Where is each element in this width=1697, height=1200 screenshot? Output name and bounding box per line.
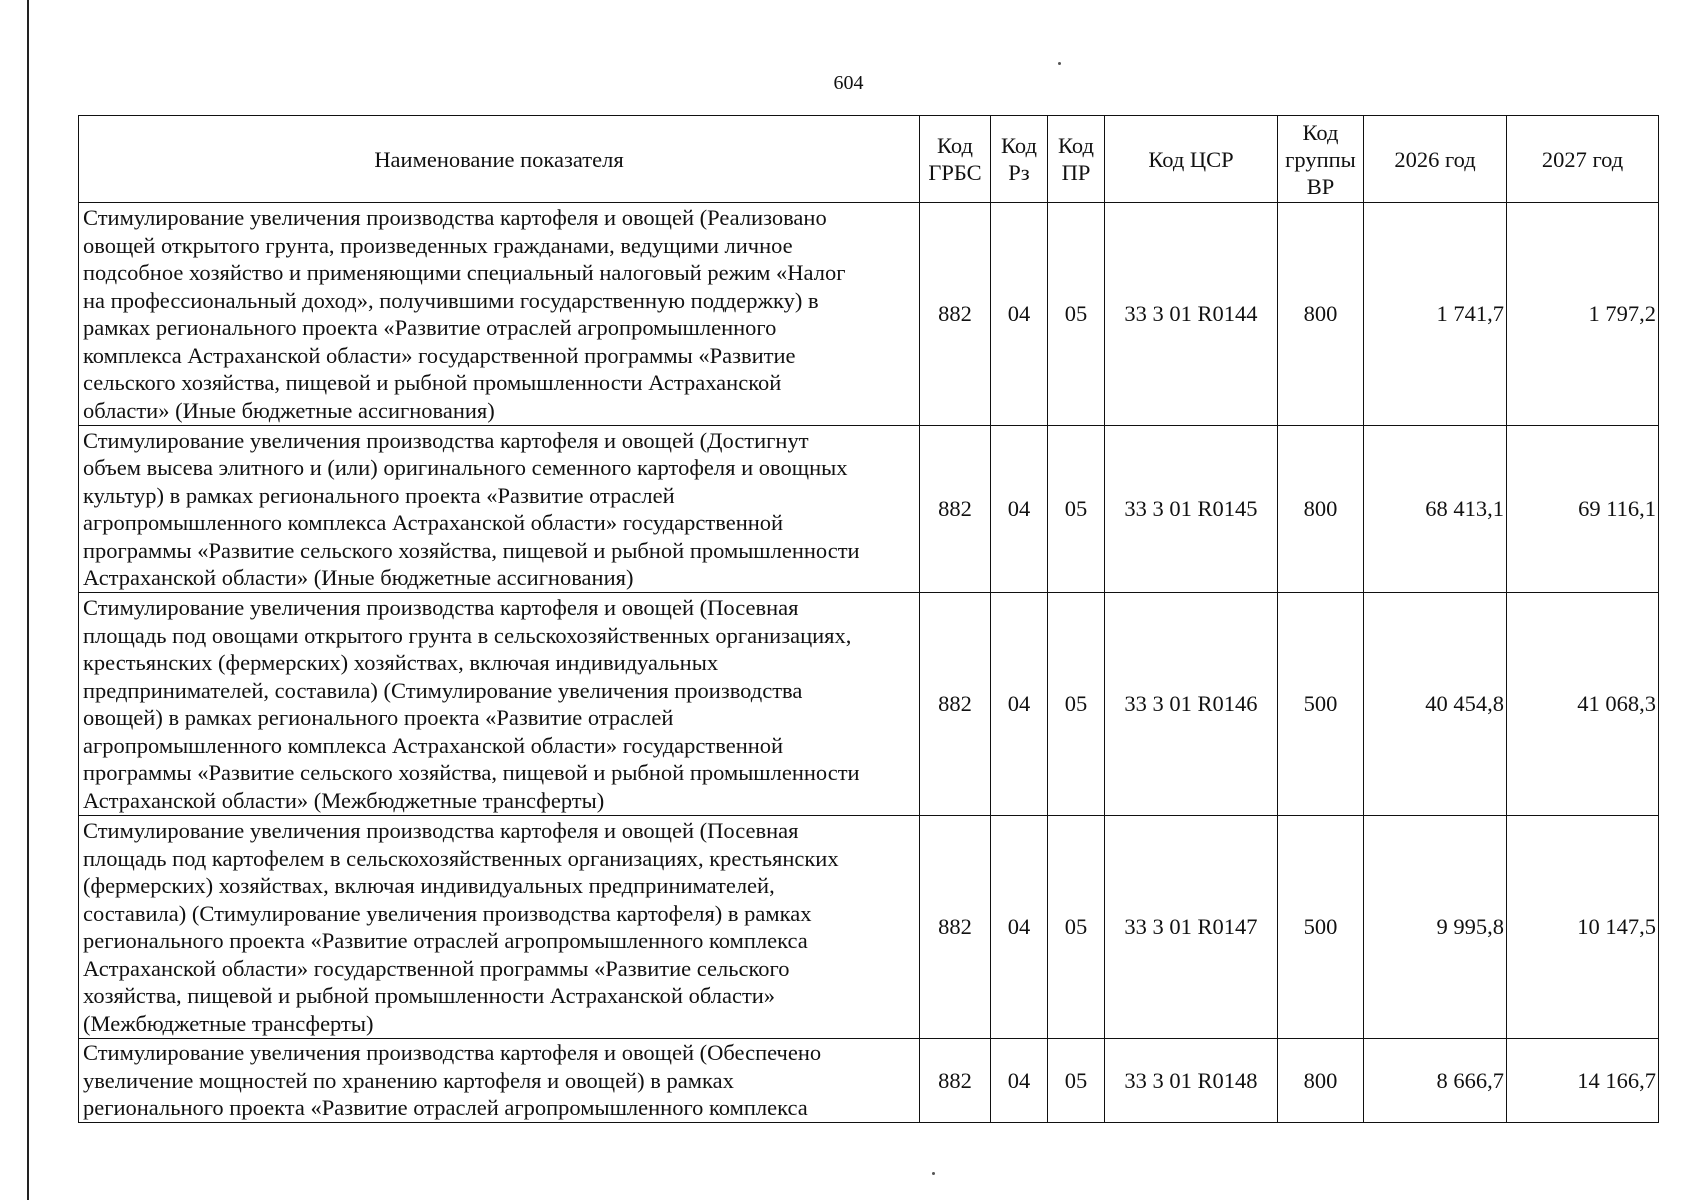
row-name-cell: Стимулирование увеличения производства картофеля и овощей (Достигнут объем высева элитного и (или) оригинального семенного картофеля и овощных культур) в рамках регионального проекта «Развитие отраслей агропромышленного комплекса Астраханской области» государственной программы «Развитие сельского хозяйства, пищевой и рыбной промышленности Астраханской области» (Иные бюджетные ассигнования) — [79, 426, 920, 593]
row-year-2026-cell: 9 995,8 — [1364, 816, 1507, 1039]
row-year-2027-cell: 69 116,1 — [1507, 426, 1659, 593]
budget-table — [78, 115, 1659, 1123]
row-pr-cell: 05 — [1048, 1039, 1105, 1123]
row-pr-cell: 05 — [1048, 593, 1105, 816]
header-name: Наименование показателя — [79, 116, 920, 203]
row-vr-cell: 800 — [1278, 426, 1364, 593]
row-csr-cell: 33 3 01 R0144 — [1105, 203, 1278, 426]
header-year-2027: 2027 год — [1507, 116, 1659, 203]
row-year-2026-cell: 1 741,7 — [1364, 203, 1507, 426]
row-year-2026-cell: 8 666,7 — [1364, 1039, 1507, 1123]
table-row — [79, 203, 1659, 426]
row-csr-cell: 33 3 01 R0146 — [1105, 593, 1278, 816]
row-vr-cell: 500 — [1278, 816, 1364, 1039]
row-year-2027-cell: 10 147,5 — [1507, 816, 1659, 1039]
row-vr-cell: 500 — [1278, 593, 1364, 816]
row-year-2026-cell: 40 454,8 — [1364, 593, 1507, 816]
row-pr-cell: 05 — [1048, 203, 1105, 426]
row-grbs-cell: 882 — [920, 816, 991, 1039]
row-name-cell: Стимулирование увеличения производства картофеля и овощей (Обеспечено увеличение мощностей по хранению картофеля и овощей) в рамках регионального проекта «Развитие отраслей агропромышленного комплекса — [79, 1039, 920, 1123]
row-csr-cell: 33 3 01 R0148 — [1105, 1039, 1278, 1123]
row-rz-cell: 04 — [991, 203, 1048, 426]
header-csr: Код ЦСР — [1105, 116, 1278, 203]
scan-speck — [1058, 62, 1061, 65]
row-csr-cell: 33 3 01 R0145 — [1105, 426, 1278, 593]
row-grbs-cell: 882 — [920, 593, 991, 816]
header-rz: Код Рз — [991, 116, 1048, 203]
page-number: 604 — [833, 72, 864, 94]
row-pr-cell: 05 — [1048, 426, 1105, 593]
table-header-row — [79, 116, 1659, 203]
row-vr-cell: 800 — [1278, 1039, 1364, 1123]
row-rz-cell: 04 — [991, 1039, 1048, 1123]
row-rz-cell: 04 — [991, 593, 1048, 816]
header-grbs: Код ГРБС — [920, 116, 991, 203]
header-vr: Код группы ВР — [1278, 116, 1364, 203]
row-year-2027-cell: 41 068,3 — [1507, 593, 1659, 816]
row-name-cell: Стимулирование увеличения производства картофеля и овощей (Реализовано овощей открытого грунта, произведенных гражданами, ведущими личное подсобное хозяйство и применяющими специальный налоговый режим «Налог на профессиональный доход», получившими государственную поддержку) в рамках регионального проекта «Развитие отраслей агропромышленного комплекса Астраханской области» государственной программы «Развитие сельского хозяйства, пищевой и рыбной промышленности Астраханской области» (Иные бюджетные ассигнования) — [79, 203, 920, 426]
row-vr-cell: 800 — [1278, 203, 1364, 426]
row-year-2027-cell: 1 797,2 — [1507, 203, 1659, 426]
row-grbs-cell: 882 — [920, 1039, 991, 1123]
row-csr-cell: 33 3 01 R0147 — [1105, 816, 1278, 1039]
page-binding-line — [27, 0, 29, 1200]
header-pr: Код ПР — [1048, 116, 1105, 203]
row-rz-cell: 04 — [991, 426, 1048, 593]
row-name-cell: Стимулирование увеличения производства картофеля и овощей (Посевная площадь под картофелем в сельскохозяйственных организациях, крестьянских (фермерских) хозяйствах, включая индивидуальных предпринимателей, составила) (Стимулирование увеличения производства картофеля) в рамках регионального проекта «Развитие отраслей агропромышленного комплекса Астраханской области» государственной программы «Развитие сельского хозяйства, пищевой и рыбной промышленности Астраханской области» (Межбюджетные трансферты) — [79, 816, 920, 1039]
header-year-2026: 2026 год — [1364, 116, 1507, 203]
row-name-cell: Стимулирование увеличения производства картофеля и овощей (Посевная площадь под овощами открытого грунта в сельскохозяйственных организациях, крестьянских (фермерских) хозяйствах, включая индивидуальных предпринимателей, составила) (Стимулирование увеличения производства овощей) в рамках регионального проекта «Развитие отраслей агропромышленного комплекса Астраханской области» государственной программы «Развитие сельского хозяйства, пищевой и рыбной промышленности Астраханской области» (Межбюджетные трансферты) — [79, 593, 920, 816]
row-year-2026-cell: 68 413,1 — [1364, 426, 1507, 593]
row-grbs-cell: 882 — [920, 426, 991, 593]
row-rz-cell: 04 — [991, 816, 1048, 1039]
table-row — [79, 593, 1659, 816]
row-year-2027-cell: 14 166,7 — [1507, 1039, 1659, 1123]
table-row — [79, 816, 1659, 1039]
row-pr-cell: 05 — [1048, 816, 1105, 1039]
table-row — [79, 1039, 1659, 1123]
scan-speck — [932, 1172, 935, 1175]
table-row — [79, 426, 1659, 593]
row-grbs-cell: 882 — [920, 203, 991, 426]
